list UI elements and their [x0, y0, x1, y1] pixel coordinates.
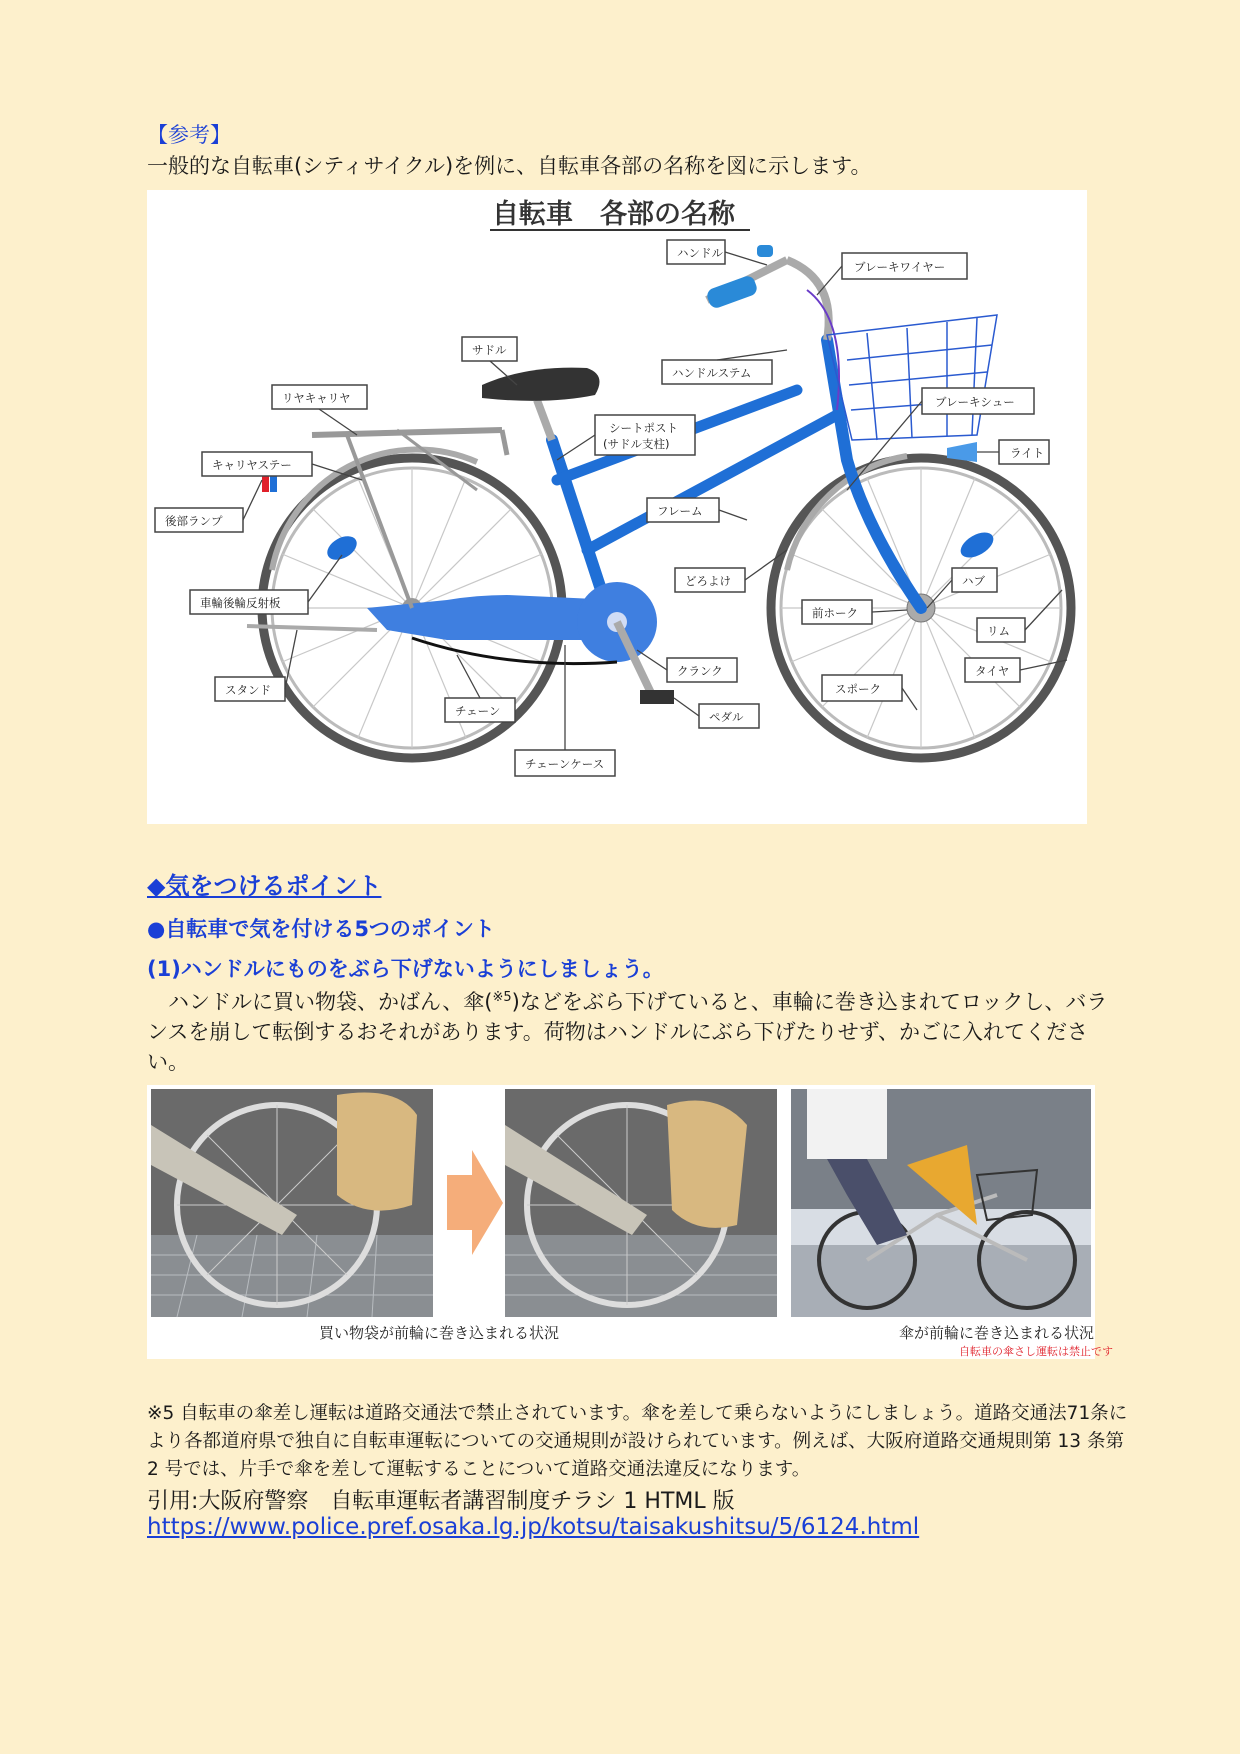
svg-text:サドル: サドル [472, 343, 507, 357]
reference-intro: 一般的な自転車(シティサイクル)を例に、自転車各部の名称を図に示します。 [147, 154, 872, 178]
caption-left: 買い物袋が前輪に巻き込まれる状況 [319, 1324, 560, 1342]
svg-text:後部ランプ: 後部ランプ [165, 514, 223, 528]
label-light [999, 440, 1049, 464]
svg-text:ペダル: ペダル [709, 710, 744, 724]
label-pedal [699, 704, 759, 728]
footnote-text: ※5 自転車の傘差し運転は道路交通法で禁止されています。傘を差して乗らないようにしましょう。道路交通法71条により各都道府県で独自に自転車運転についての交通規則が設けられています。例えば、大阪府道路交通規則第 13 条第 2 号では、片手で傘を差して運転することについて道路交通法違反になります。 [147, 1403, 1128, 1480]
handle-grip [705, 274, 759, 310]
label-rim [977, 618, 1025, 642]
label-rear-lamp [155, 508, 243, 532]
label-rear-reflector [190, 590, 308, 614]
svg-text:ハンドル: ハンドル [677, 246, 723, 260]
svg-text:どろよけ: どろよけ [685, 574, 731, 588]
label-brake-shoe [922, 388, 1034, 414]
caption-right: 傘が前輪に巻き込まれる状況 [899, 1324, 1095, 1342]
svg-text:スポーク: スポーク [835, 682, 881, 696]
svg-text:スタンド: スタンド [225, 683, 271, 697]
label-carrier-stay [202, 452, 312, 476]
point1-body [147, 983, 1127, 1077]
point1-title: (1)ハンドルにものをぶら下げないようにしましょう。 [147, 957, 664, 981]
svg-text:ブレーキシュー: ブレーキシュー [935, 395, 1015, 409]
svg-text:ハブ: ハブ [962, 574, 985, 588]
svg-text:前ホーク: 前ホーク [812, 606, 858, 620]
photo-umbrella [791, 1089, 1091, 1317]
label-handle-stem [662, 360, 772, 384]
svg-text:ブレーキワイヤー: ブレーキワイヤー [854, 260, 946, 274]
svg-text:チェーン: チェーン [455, 704, 501, 718]
svg-text:チェーンケース: チェーンケース [525, 757, 605, 771]
svg-text:(サドル支柱): (サドル支柱) [603, 437, 670, 451]
label-stand [215, 677, 285, 701]
svg-text:タイヤ: タイヤ [975, 664, 1010, 678]
svg-text:車輪後輪反射板: 車輪後輪反射板 [200, 596, 281, 610]
citation: 引用:大阪府警察 自転車運転者講習制度チラシ 1 HTML 版 [147, 1489, 735, 1514]
reference-tag: 【参考】 [147, 123, 231, 147]
photo-illustrations [147, 1085, 1113, 1359]
front-basket [827, 315, 997, 440]
svg-text:シートポスト: シートポスト [609, 421, 678, 435]
svg-text:リム: リム [987, 624, 1010, 638]
svg-text:クランク: クランク [677, 664, 723, 678]
svg-text:ライト: ライト [1010, 446, 1045, 460]
label-seat-post [595, 415, 695, 455]
label-rear-carrier [272, 385, 367, 409]
svg-text:キャリヤステー: キャリヤステー [212, 458, 292, 472]
photo-strip [147, 1085, 1113, 1359]
point1-body-b: )などをぶら下げていると、車輪に巻き込まれてロックし、バランスを崩して転倒するおそれがあります。荷物はハンドルにぶら下げたりせず、かごに入れてください。 [147, 990, 1108, 1074]
svg-text:フレーム: フレーム [657, 504, 703, 518]
label-saddle [462, 337, 517, 361]
sub-heading: ●自転車で気を付ける5つのポイント [147, 917, 495, 941]
label-spoke [822, 675, 902, 701]
label-handle [667, 240, 725, 264]
label-frame [647, 498, 719, 522]
label-chain [445, 698, 515, 722]
diagram-title: 自転車 各部の名称 [492, 199, 735, 230]
photo-bag-after [505, 1089, 777, 1317]
photo-bag-before [151, 1089, 433, 1317]
label-mudguard [675, 568, 745, 592]
footnote-ref: ※5 [492, 990, 512, 1005]
source-link[interactable]: https://www.police.pref.osaka.lg.jp/kotsu/taisakushitsu/5/6124.html [147, 1514, 920, 1540]
bicycle-illustration [147, 190, 1087, 824]
saddle-shape [482, 368, 600, 401]
label-brake-wire [842, 253, 967, 279]
point1-body-a: ハンドルに買い物袋、かばん、傘( [147, 990, 493, 1014]
label-crank [667, 658, 737, 682]
bicycle-parts-diagram [147, 190, 1087, 824]
label-front-fork [802, 600, 872, 624]
label-tire [965, 658, 1020, 682]
label-chain-case [515, 750, 615, 776]
label-hub [952, 568, 997, 592]
svg-text:リヤキャリヤ: リヤキャリヤ [282, 391, 351, 405]
section-heading[interactable]: ◆気をつけるポイント [147, 872, 382, 900]
caption-right-note: 自転車の傘さし運転は禁止です [959, 1345, 1113, 1358]
svg-text:ハンドルステム: ハンドルステム [672, 366, 752, 380]
arrow-icon [447, 1150, 503, 1255]
